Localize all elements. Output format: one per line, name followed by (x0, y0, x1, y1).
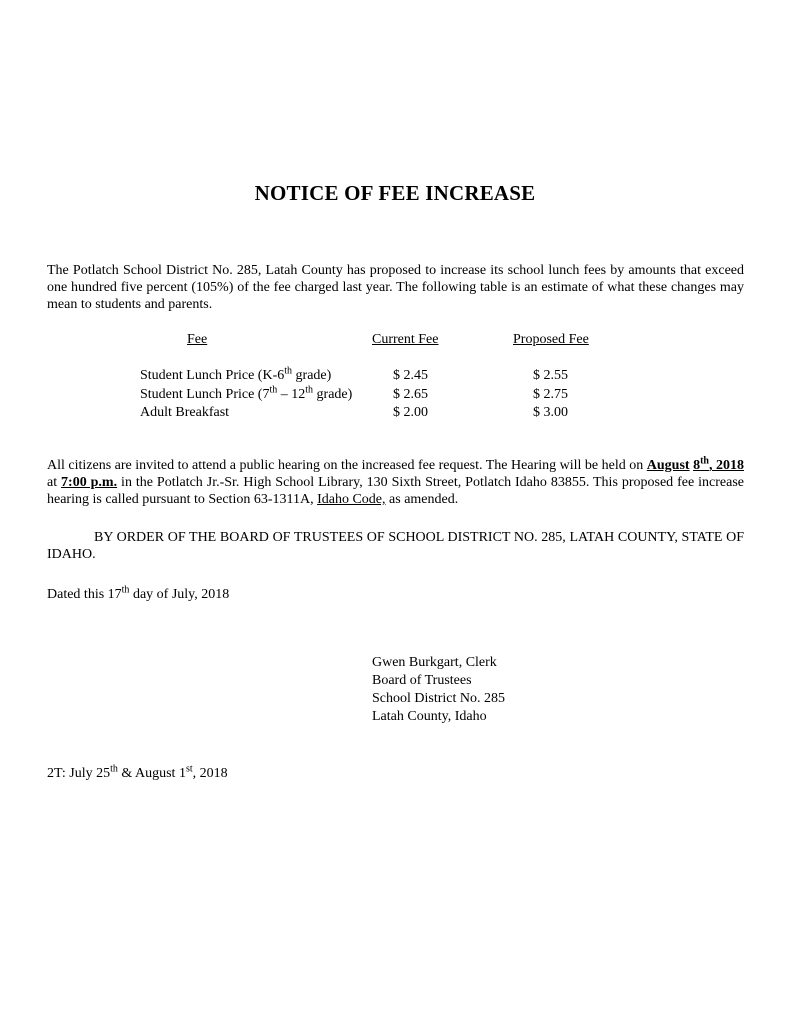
publication-text: 2T: July 25 (47, 766, 111, 781)
signature-name: Gwen Burkgart, Clerk (372, 655, 497, 670)
hearing-date (693, 455, 744, 473)
hearing-date-superscript: th (700, 455, 709, 467)
publication-superscript: st (185, 763, 193, 775)
hearing-text: as amended. (385, 492, 459, 507)
proposed-fee-header: Proposed Fee (513, 332, 589, 347)
fee-text: – 12 (277, 387, 306, 402)
fee-text: grade) (313, 387, 353, 402)
table-row-current: $ 2.65 (393, 387, 428, 402)
dated-text: Dated this 17 (47, 587, 122, 602)
hearing-date-month: August (646, 458, 690, 473)
signature-district: School District No. 285 (372, 691, 505, 706)
table-row-proposed: $ 3.00 (533, 405, 568, 420)
signature-board: Board of Trustees (372, 673, 472, 688)
table-row-current: $ 2.45 (393, 368, 428, 383)
hearing-text: All citizens are invited to attend a public hearing on the increased fee request. The Hearing will be held on (47, 458, 647, 473)
publication-text: , 2018 (192, 766, 228, 781)
table-row-current: $ 2.00 (393, 405, 428, 420)
signature-county: Latah County, Idaho (372, 709, 487, 724)
publication-superscript: th (110, 763, 118, 775)
dated-superscript: th (121, 584, 130, 596)
intro-paragraph: The Potlatch School District No. 285, Latah County has proposed to increase its school lunch fees by amounts that exceed one hundred five percent (105%) of the fee charged last year. The following table is an estimate of what these changes may mean to students and parents. (47, 263, 744, 312)
hearing-date-day: 8 (693, 458, 701, 473)
table-row-fee (140, 386, 352, 403)
table-row-fee: Adult Breakfast (140, 405, 230, 420)
publication-text: & August 1 (117, 766, 186, 781)
dated-text: day of July, 2018 (129, 587, 230, 602)
hearing-date-year: , 2018 (708, 458, 744, 473)
table-row-proposed: $ 2.55 (533, 368, 568, 383)
hearing-text: at (47, 475, 62, 490)
hearing-paragraph (47, 457, 744, 508)
hearing-text: in the Potlatch Jr.-Sr. High School Library, 130 Sixth Street, Potlatch Idaho 83855. This proposed fee increase hearing is called pursuant to Section 63-1311A, (47, 475, 744, 507)
hearing-time: 7:00 p.m. (61, 475, 118, 490)
fee-text: Student Lunch Price (7 (140, 387, 270, 402)
order-paragraph: BY ORDER OF THE BOARD OF TRUSTEES OF SCHOOL DISTRICT NO. 285, LATAH COUNTY, STATE OF IDAHO. (47, 530, 744, 562)
idaho-code-reference: Idaho Code, (317, 492, 386, 507)
publication-line (47, 765, 228, 782)
notice-title: NOTICE OF FEE INCREASE (254, 181, 536, 205)
fee-text: grade) (292, 368, 332, 383)
fee-superscript: th (284, 365, 293, 377)
fee-text: Student Lunch Price (K-6 (140, 368, 285, 383)
table-row-fee (140, 367, 331, 384)
fee-header: Fee (187, 332, 208, 347)
dated-line (47, 586, 229, 603)
current-fee-header: Current Fee (372, 332, 439, 347)
table-row-proposed: $ 2.75 (533, 387, 568, 402)
fee-superscript: th (269, 384, 278, 396)
fee-superscript: th (305, 384, 314, 396)
